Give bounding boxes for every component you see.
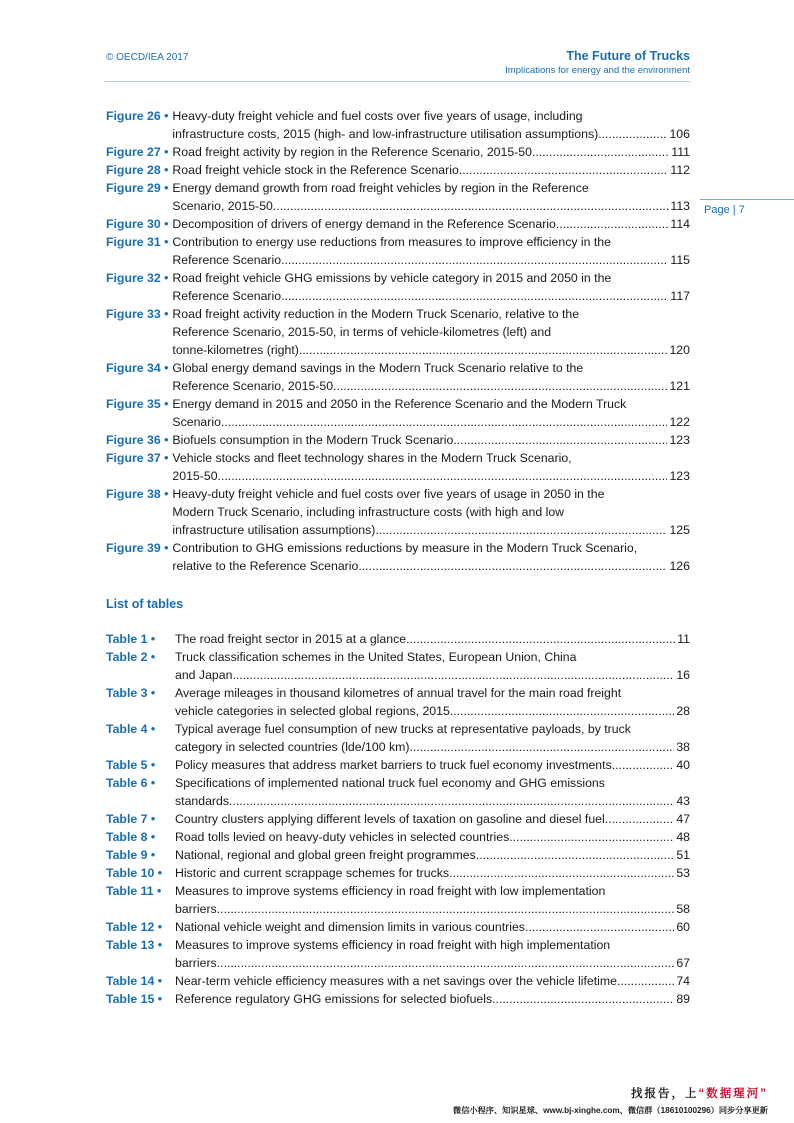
dot-leader <box>449 864 674 882</box>
entry-title-line: Truck classification schemes in the United States, European Union, China <box>175 650 577 664</box>
dot-leader <box>406 630 675 648</box>
entry-label <box>106 720 171 756</box>
header-divider <box>104 81 690 82</box>
bullet-icon: • <box>160 271 169 285</box>
entry-label-text: Table 1 <box>106 632 148 646</box>
bullet-icon: • <box>147 848 156 862</box>
page-ref: 120 <box>669 343 690 357</box>
entry-label <box>106 359 168 395</box>
entry-body <box>168 179 690 215</box>
entry-label <box>106 936 171 972</box>
entry-title-line: standards <box>175 794 230 808</box>
entry-label-text: Figure 29 <box>106 181 161 195</box>
entry-last-line <box>172 251 690 269</box>
entry-title-line: Road freight activity reduction in the Modern Truck Scenario, relative to the <box>172 307 580 321</box>
entry-label-text: Figure 34 <box>106 361 161 375</box>
entry-body <box>168 431 690 449</box>
entry-body <box>168 215 690 233</box>
entry-title-line: Average mileages in thousand kilometres of annual travel for the main road freight <box>175 686 622 700</box>
report-title: The Future of Trucks <box>566 49 690 63</box>
bullet-icon: • <box>154 920 163 934</box>
entry-title-line: Heavy-duty freight vehicle and fuel costs over five years of usage, including <box>172 109 583 123</box>
page-ref: 111 <box>671 145 690 159</box>
table-entry[interactable] <box>106 864 690 882</box>
entry-label-text: Table 4 <box>106 722 148 736</box>
entry-title-line: tonne-kilometres (right) <box>172 343 299 357</box>
table-entry[interactable] <box>106 846 690 864</box>
entry-label <box>106 539 168 575</box>
page-ref: 51 <box>676 848 690 862</box>
entry-title-line: Reference Scenario, 2015-50, in terms of vehicle-kilometres (left) and <box>172 325 552 339</box>
entry-label-text: Table 8 <box>106 830 148 844</box>
footer-slogan-text: 找报告，上 <box>631 1088 699 1100</box>
figure-entry[interactable] <box>106 215 690 233</box>
entry-label-text: Figure 30 <box>106 217 161 231</box>
entry-label <box>106 990 171 1008</box>
entry-last-line <box>172 215 690 233</box>
dot-leader <box>450 702 675 720</box>
entry-title-line: Historic and current scrappage schemes for trucks <box>175 866 450 880</box>
table-entry[interactable] <box>106 810 690 828</box>
entry-title-line: Typical average fuel consumption of new trucks at representative payloads, by truck <box>175 722 631 736</box>
page-ref: 121 <box>669 379 690 393</box>
dot-leader <box>535 143 669 161</box>
page-ref: 122 <box>669 415 690 429</box>
entry-body <box>171 936 690 972</box>
entry-last-line <box>175 990 690 1008</box>
entry-body <box>168 107 690 143</box>
entry-title-line: Reference Scenario, 2015-50 <box>172 379 334 393</box>
figure-entry[interactable] <box>106 359 690 395</box>
dot-leader <box>612 756 675 774</box>
entry-title-line: Vehicle stocks and fleet technology shares in the Modern Truck Scenario, <box>172 451 572 465</box>
entry-body <box>171 864 690 882</box>
figure-entry[interactable] <box>106 269 690 305</box>
list-of-tables-heading: List of tables <box>106 597 184 611</box>
entry-body <box>168 449 690 485</box>
entry-label <box>106 864 171 882</box>
table-entry[interactable] <box>106 630 690 648</box>
bullet-icon: • <box>160 181 169 195</box>
entry-body <box>171 990 690 1008</box>
entry-title-line: Policy measures that address market barriers to truck fuel economy investments <box>175 758 612 772</box>
entry-body <box>171 648 690 684</box>
entry-last-line <box>172 413 690 431</box>
table-entry[interactable] <box>106 882 690 918</box>
bullet-icon: • <box>147 650 156 664</box>
page-ref: 114 <box>670 217 690 231</box>
entry-title-line: Modern Truck Scenario, including infrastructure costs (with high and low <box>172 505 565 519</box>
entry-body <box>171 828 690 846</box>
dot-leader <box>281 287 668 305</box>
entry-body <box>171 756 690 774</box>
entry-label-text: Table 10 <box>106 866 155 880</box>
entry-label <box>106 828 171 846</box>
entry-title-line: Decomposition of drivers of energy demand in the Reference Scenario <box>172 217 556 231</box>
entry-last-line <box>175 918 690 936</box>
entry-title-line: Global energy demand savings in the Modern Truck Scenario relative to the <box>172 361 584 375</box>
entry-label-text: Figure 35 <box>106 397 161 411</box>
entry-label-text: Table 12 <box>106 920 155 934</box>
table-entry[interactable] <box>106 936 690 972</box>
entry-last-line <box>175 900 690 918</box>
entry-label-text: Figure 28 <box>106 163 161 177</box>
table-entry[interactable] <box>106 918 690 936</box>
entry-last-line <box>175 792 690 810</box>
entry-title-line: Scenario, 2015-50 <box>172 199 273 213</box>
bullet-icon: • <box>147 812 156 826</box>
entry-label <box>106 449 168 485</box>
table-entry[interactable] <box>106 990 690 1008</box>
page-ref: 40 <box>676 758 690 772</box>
bullet-icon: • <box>160 433 169 447</box>
entry-last-line <box>172 161 690 179</box>
entry-body <box>171 774 690 810</box>
dot-leader <box>598 125 667 143</box>
entry-label-text: Table 13 <box>106 938 155 952</box>
dot-leader <box>217 954 675 972</box>
entry-label <box>106 774 171 810</box>
entry-title-line: Specifications of implemented national truck fuel economy and GHG emissions <box>175 776 605 790</box>
dot-leader <box>453 431 667 449</box>
entry-label-text: Table 5 <box>106 758 148 772</box>
entry-body <box>171 918 690 936</box>
running-header <box>505 49 690 76</box>
page-ref: 123 <box>669 469 690 483</box>
entry-title-line: Contribution to GHG emissions reductions by measure in the Modern Truck Scenario, <box>172 541 638 555</box>
bullet-icon: • <box>154 974 163 988</box>
entry-label <box>106 233 168 269</box>
entry-label-text: Figure 31 <box>106 235 161 249</box>
entry-last-line <box>175 828 690 846</box>
page-ref: 67 <box>676 956 690 970</box>
page-number: Page | 7 <box>700 199 794 216</box>
entry-title-line: Energy demand in 2015 and 2050 in the Reference Scenario and the Modern Truck <box>172 397 627 411</box>
list-of-tables <box>106 630 690 1008</box>
figure-entry[interactable] <box>106 485 690 539</box>
entry-label-text: Table 7 <box>106 812 148 826</box>
entry-label <box>106 161 168 179</box>
figure-entry[interactable] <box>106 449 690 485</box>
entry-label-text: Figure 36 <box>106 433 161 447</box>
page-ref: 113 <box>670 199 690 213</box>
entry-body <box>168 269 690 305</box>
figure-entry[interactable] <box>106 107 690 143</box>
page-ref: 106 <box>669 127 690 141</box>
entry-last-line <box>175 864 690 882</box>
entry-body <box>168 485 690 539</box>
entry-title-line: Road tolls levied on heavy-duty vehicles in selected countries <box>175 830 510 844</box>
entry-body <box>171 972 690 990</box>
entry-label-text: Figure 26 <box>106 109 161 123</box>
entry-label <box>106 846 171 864</box>
entry-title-line: Measures to improve systems efficiency in road freight with high implementation <box>175 938 611 952</box>
page-ref: 48 <box>676 830 690 844</box>
entry-body <box>171 882 690 918</box>
figure-entry[interactable] <box>106 179 690 215</box>
page-ref: 126 <box>669 559 690 573</box>
entry-label-text: Figure 27 <box>106 145 161 159</box>
entry-title-line: Measures to improve systems efficiency in road freight with low implementation <box>175 884 606 898</box>
entry-title-line: category in selected countries (lde/100 km) <box>175 740 410 754</box>
table-entry[interactable] <box>106 828 690 846</box>
dot-leader <box>476 846 675 864</box>
entry-label <box>106 485 168 539</box>
entry-last-line <box>172 377 690 395</box>
entry-title-line: Reference Scenario <box>172 289 282 303</box>
entry-label <box>106 630 171 648</box>
entry-last-line <box>172 467 690 485</box>
entry-body <box>171 720 690 756</box>
page-ref: 47 <box>676 812 690 826</box>
entry-last-line <box>172 143 690 161</box>
entry-label-text: Table 9 <box>106 848 148 862</box>
entry-last-line <box>175 630 690 648</box>
page-ref: 125 <box>669 523 690 537</box>
entry-title-line: Energy demand growth from road freight vehicles by region in the Reference <box>172 181 589 195</box>
entry-title-line: infrastructure utilisation assumptions) <box>172 523 376 537</box>
dot-leader <box>509 828 674 846</box>
footer-channels: 微信小程序、知识星球、www.bj-xinghe.com、微信群（18610100296）同步分享更新 <box>453 1106 768 1115</box>
entry-title-line: 2015-50 <box>172 469 218 483</box>
entry-label <box>106 918 171 936</box>
bullet-icon: • <box>160 451 169 465</box>
entry-body <box>168 539 690 575</box>
entry-label <box>106 107 168 143</box>
page-ref: 43 <box>676 794 690 808</box>
dot-leader <box>492 990 674 1008</box>
entry-title-line: infrastructure costs, 2015 (high- and low-infrastructure utilisation assumptions) <box>172 127 599 141</box>
dot-leader <box>375 521 667 539</box>
report-subtitle: Implications for energy and the environment <box>505 65 690 76</box>
entry-last-line <box>175 954 690 972</box>
entry-label <box>106 684 171 720</box>
dot-leader <box>281 251 668 269</box>
entry-last-line <box>175 756 690 774</box>
entry-body <box>171 684 690 720</box>
entry-body <box>168 359 690 395</box>
entry-last-line <box>175 972 690 990</box>
entry-last-line <box>172 431 690 449</box>
table-entry[interactable] <box>106 774 690 810</box>
entry-label <box>106 179 168 215</box>
entry-last-line <box>175 846 690 864</box>
entry-title-line: The road freight sector in 2015 at a glance <box>175 632 407 646</box>
page-ref: 123 <box>669 433 690 447</box>
entry-last-line <box>172 287 690 305</box>
entry-label-text: Table 14 <box>106 974 155 988</box>
entry-title-line: Near-term vehicle efficiency measures with a net savings over the vehicle lifetime <box>175 974 617 988</box>
table-entry[interactable] <box>106 972 690 990</box>
figure-entry[interactable] <box>106 395 690 431</box>
figure-entry[interactable] <box>106 143 690 161</box>
entry-last-line <box>172 197 690 215</box>
entry-label-text: Table 6 <box>106 776 148 790</box>
entry-label-text: Figure 39 <box>106 541 161 555</box>
bullet-icon: • <box>160 217 169 231</box>
dot-leader <box>358 557 667 575</box>
table-entry[interactable] <box>106 684 690 720</box>
entry-label <box>106 395 168 431</box>
entry-title-line: National vehicle weight and dimension limits in various countries <box>175 920 525 934</box>
entry-last-line <box>172 125 690 143</box>
entry-title-line: Road freight vehicle GHG emissions by vehicle category in 2015 and 2050 in the <box>172 271 612 285</box>
dot-leader <box>409 738 674 756</box>
bullet-icon: • <box>147 632 156 646</box>
bullet-icon: • <box>154 866 163 880</box>
dot-leader <box>218 467 668 485</box>
page-ref: 60 <box>676 920 690 934</box>
figure-entry[interactable] <box>106 431 690 449</box>
entry-body <box>168 161 690 179</box>
bullet-icon: • <box>160 145 169 159</box>
page-ref: 89 <box>676 992 690 1006</box>
dot-leader <box>333 377 667 395</box>
page-ref: 58 <box>676 902 690 916</box>
entry-label-text: Table 15 <box>106 992 155 1006</box>
page-ref: 28 <box>676 704 690 718</box>
entry-title-line: Road freight activity by region in the Reference Scenario, 2015-50. <box>172 145 536 159</box>
entry-title-line: vehicle categories in selected global regions, 2015 <box>175 704 450 718</box>
entry-title-line: Reference regulatory GHG emissions for selected biofuels <box>175 992 493 1006</box>
entry-title-line: Heavy-duty freight vehicle and fuel costs over five years of usage in 2050 in the <box>172 487 605 501</box>
entry-label <box>106 143 168 161</box>
entry-last-line <box>175 738 690 756</box>
entry-label-text: Figure 33 <box>106 307 161 321</box>
entry-body <box>171 846 690 864</box>
table-entry[interactable] <box>106 756 690 774</box>
page-ref: 117 <box>670 289 690 303</box>
entry-label <box>106 882 171 918</box>
page-ref: 11 <box>677 632 690 646</box>
dot-leader <box>232 666 674 684</box>
figure-entry[interactable] <box>106 161 690 179</box>
entry-title-line: National, regional and global green freight programmes <box>175 848 476 862</box>
bullet-icon: • <box>160 307 169 321</box>
entry-label-text: Figure 32 <box>106 271 161 285</box>
entry-body <box>168 305 690 359</box>
entry-title-line: Country clusters applying different levels of taxation on gasoline and diesel fuel <box>175 812 605 826</box>
dot-leader <box>617 972 674 990</box>
dot-leader <box>273 197 668 215</box>
dot-leader <box>605 810 675 828</box>
bullet-icon: • <box>153 884 162 898</box>
entry-label <box>106 756 171 774</box>
bullet-icon: • <box>160 487 169 501</box>
bullet-icon: • <box>147 758 156 772</box>
entry-body <box>171 810 690 828</box>
entry-title-line: and Japan <box>175 668 233 682</box>
table-entry[interactable] <box>106 720 690 756</box>
footer-watermark <box>453 1085 768 1116</box>
dot-leader <box>221 413 668 431</box>
entry-label-text: Table 11 <box>106 884 154 898</box>
page-ref: 16 <box>676 668 690 682</box>
entry-label <box>106 972 171 990</box>
page-ref: 115 <box>670 253 690 267</box>
page-ref: 38 <box>676 740 690 754</box>
entry-body <box>168 395 690 431</box>
page-ref: 53 <box>676 866 690 880</box>
page-ref: 112 <box>670 163 690 177</box>
entry-label-text: Figure 38 <box>106 487 161 501</box>
entry-last-line <box>175 666 690 684</box>
list-of-figures <box>106 107 690 575</box>
dot-leader <box>459 161 669 179</box>
entry-label <box>106 810 171 828</box>
bullet-icon: • <box>160 361 169 375</box>
figure-entry[interactable] <box>106 233 690 269</box>
table-entry[interactable] <box>106 648 690 684</box>
entry-label <box>106 215 168 233</box>
copyright-notice: © OECD/IEA 2017 <box>106 52 189 63</box>
entry-body <box>171 630 690 648</box>
bullet-icon: • <box>160 541 169 555</box>
entry-last-line <box>175 810 690 828</box>
entry-title-line: relative to the Reference Scenario <box>172 559 359 573</box>
entry-label <box>106 269 168 305</box>
entry-last-line <box>175 702 690 720</box>
entry-last-line <box>172 557 690 575</box>
dot-leader <box>217 900 675 918</box>
dot-leader <box>525 918 674 936</box>
entry-last-line <box>172 341 690 359</box>
figure-entry[interactable] <box>106 539 690 575</box>
entry-label-text: Table 3 <box>106 686 148 700</box>
bullet-icon: • <box>154 938 163 952</box>
bullet-icon: • <box>160 397 169 411</box>
entry-title-line: Biofuels consumption in the Modern Truck Scenario <box>172 433 454 447</box>
entry-label-text: Table 2 <box>106 650 148 664</box>
footer-slogan <box>453 1085 768 1101</box>
bullet-icon: • <box>147 722 156 736</box>
entry-title-line: Contribution to energy use reductions from measures to improve efficiency in the <box>172 235 611 249</box>
bullet-icon: • <box>160 109 169 123</box>
entry-title-line: barriers <box>175 956 217 970</box>
entry-label <box>106 305 168 359</box>
page-ref: 74 <box>676 974 690 988</box>
bullet-icon: • <box>154 992 163 1006</box>
bullet-icon: • <box>160 163 169 177</box>
entry-body <box>168 143 690 161</box>
bullet-icon: • <box>147 776 156 790</box>
dot-leader <box>556 215 669 233</box>
bullet-icon: • <box>160 235 169 249</box>
entry-label-text: Figure 37 <box>106 451 161 465</box>
dot-leader <box>299 341 668 359</box>
bullet-icon: • <box>147 686 156 700</box>
dot-leader <box>229 792 674 810</box>
entry-title-line: barriers <box>175 902 217 916</box>
entry-body <box>168 233 690 269</box>
entry-label <box>106 648 171 684</box>
entry-title-line: Road freight vehicle stock in the Reference Scenario <box>172 163 459 177</box>
entry-title-line: Reference Scenario <box>172 253 282 267</box>
footer-slogan-brand: “数据瑆河” <box>698 1088 768 1100</box>
figure-entry[interactable] <box>106 305 690 359</box>
entry-title-line: Scenario <box>172 415 221 429</box>
entry-last-line <box>172 521 690 539</box>
entry-label <box>106 431 168 449</box>
bullet-icon: • <box>147 830 156 844</box>
